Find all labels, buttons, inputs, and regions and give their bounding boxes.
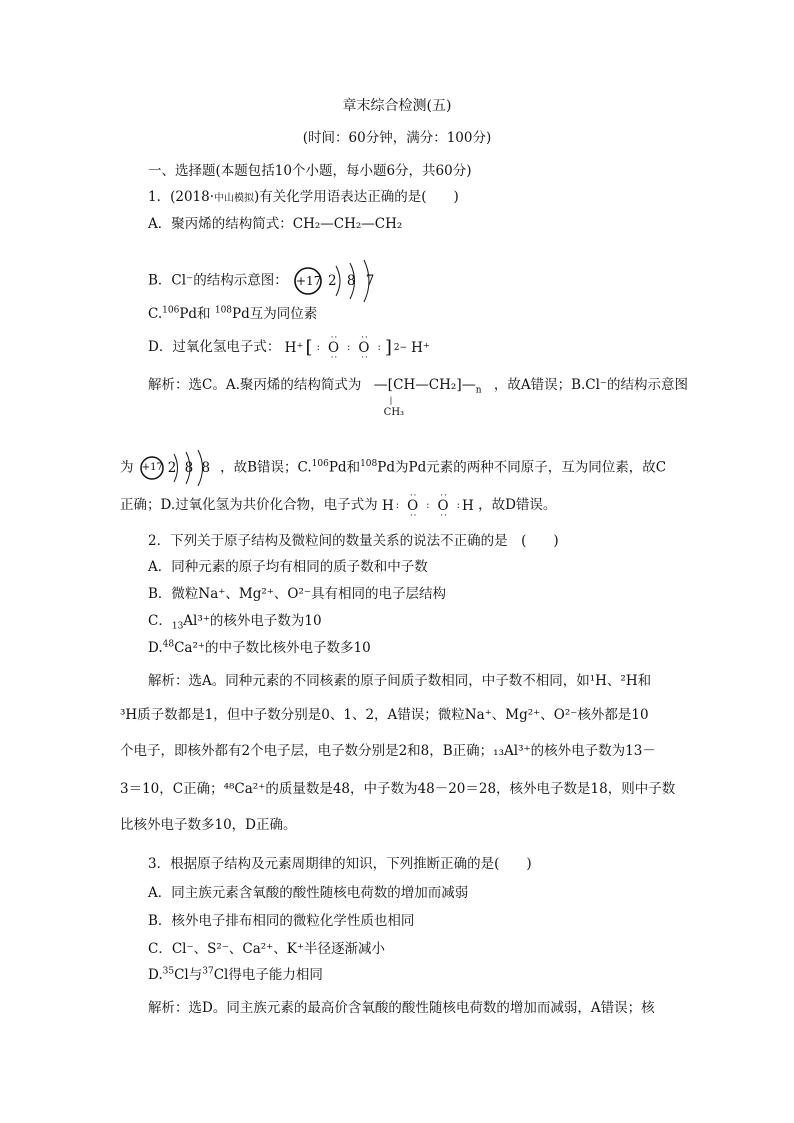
- q2-option-a: A．同种元素的原子均有相同的质子数和中子数: [148, 559, 428, 575]
- q3-option-d: D.$^{35}$Cl与$^{37}$Cl得电子能力相同: [148, 966, 323, 983]
- q2-option-c: C．$_{13}$Al³⁺的核外电子数为10: [148, 613, 322, 632]
- q2-answer-line4: 3＝10，C正确；⁴⁸Ca²⁺的质量数是48，中子数为48－20＝28，核外电子数是18，则中子数: [120, 781, 676, 797]
- q2-answer-line5: 比核外电子数多10，D正确。: [120, 817, 297, 833]
- q1-answer-line1: 解析：选C。A.聚丙烯的结构简式为 $—[CH—CH_2]—_n$ | CH₃ ，故A错误；B.Cl⁻的结构示意图: [148, 377, 689, 418]
- q1-answer-line3: 正确；D.过氧化氢为共价化合物，电子式为 H : · · O · · : · · O · · : H ，故D错误。: [120, 496, 556, 515]
- section-heading: 一、选择题(本题包括10个小题，每小题6分，共60分): [148, 163, 472, 179]
- q2-answer-line2: ³H质子数都是1，但中子数分别是0、1、2，A错误；微粒Na⁺、Mg²⁺、O²⁻核外都是10: [120, 707, 649, 723]
- h2o2-ionic-formula: H⁺ [ : · · O · · : · · O · · : ] 2− H⁺: [285, 339, 430, 357]
- q3-option-c: C．Cl⁻、S²⁻、Ca²⁺、K⁺半径逐渐减小: [148, 941, 386, 957]
- page-title: 章末综合检测(五): [342, 98, 452, 114]
- h2o2-covalent-formula: H : · · O · · : · · O · · : H: [382, 497, 474, 515]
- q3-stem: 3．根据原子结构及元素周期律的知识，下列推断正确的是( ): [148, 856, 532, 872]
- page-subtitle: (时间：60分钟，满分：100分): [302, 130, 492, 146]
- q3-option-b: B．核外电子排布相同的微粒化学性质也相同: [148, 913, 415, 929]
- q1-answer-line2: 为 +17 2 8 8 ，故B错误；C.$^{106}$Pd和$^{108}$Pd为Pd元素的两种不同原子，互为同位素，故C: [120, 448, 666, 488]
- q2-option-d: D.$^{48}$Ca²⁺的中子数比核外电子数多10: [148, 639, 371, 656]
- q3-option-a: A．同主族元素含氧酸的酸性随核电荷数的增加而减弱: [148, 885, 469, 901]
- q1-stem: 1．(2018·中山模拟)有关化学用语表达正确的是( ): [148, 189, 459, 205]
- q1-option-a: A．聚丙烯的结构简式：CH₂—CH₂—CH₂: [148, 216, 403, 232]
- q1-option-d: D．过氧化氢电子式： H⁺ [ : · · O · · : · · O · · : ] 2− H⁺: [148, 338, 430, 357]
- q2-answer-line1: 解析：选A。同种元素的不同核素的原子间质子数相同，中子数不相同，如¹H、²H和: [148, 673, 652, 689]
- q2-option-b: B．微粒Na⁺、Mg²⁺、O²⁻具有相同的电子层结构: [148, 586, 447, 602]
- q2-stem: 2．下列关于原子结构及微粒间的数量关系的说法不正确的是 ( ): [148, 533, 559, 549]
- q3-answer-line1: 解析：选D。同主族元素的最高价含氧酸的酸性随核电荷数的增加而减弱，A错误；核: [148, 1000, 655, 1016]
- q2-answer-line3: 个电子，即核外都有2个电子层，电子数分别是2和8，B正确；₁₃Al³⁺的核外电子数为13－: [120, 743, 656, 759]
- chlorine-ion-atom-diagram: +17 2 8 7: [292, 258, 384, 304]
- chlorine-ion-atom-diagram-answer: +17 2 8 8: [138, 448, 216, 488]
- q1-option-c: C.$^{106}$Pd和 $^{108}$Pd互为同位素: [148, 305, 318, 322]
- q1-option-b: B．Cl⁻的结构示意图： +17 2 8 7: [148, 258, 384, 304]
